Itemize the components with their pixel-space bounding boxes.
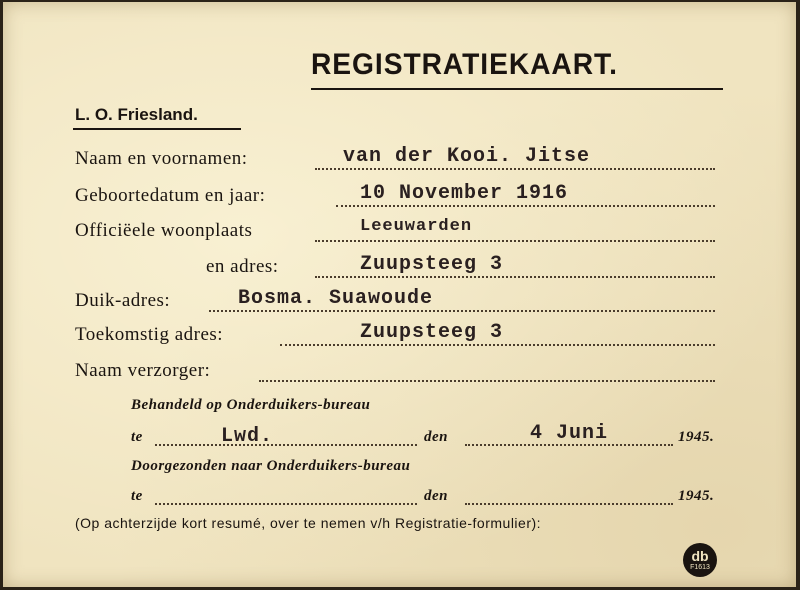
handled-year: 1945. bbox=[678, 429, 715, 445]
printer-logo bbox=[683, 543, 717, 577]
residence-value: Leeuwarden bbox=[360, 217, 473, 236]
footer-note: (Op achterzijde kort resumé, over te nemen v/h Registratie-formulier): bbox=[75, 515, 542, 531]
residence-label: Officiëele woonplaats bbox=[75, 220, 253, 241]
handled-den-label: den bbox=[424, 429, 448, 445]
card-title: REGISTRATIEKAART. bbox=[311, 48, 618, 81]
printer-logo-mark: db bbox=[691, 548, 709, 564]
handled-heading: Behandeld op Onderduikers-bureau bbox=[131, 397, 371, 413]
organization-underline bbox=[73, 128, 241, 130]
forwarded-te-line bbox=[155, 501, 417, 505]
handled-den-value: 4 Juni bbox=[530, 422, 609, 445]
handled-te-label: te bbox=[131, 429, 143, 445]
caretaker-line bbox=[259, 378, 715, 382]
hiding-address-value: Bosma. Suawoude bbox=[238, 287, 434, 310]
registration-card bbox=[3, 2, 796, 587]
printer-logo-code: F1613 bbox=[690, 564, 710, 571]
organization-label: L. O. Friesland. bbox=[75, 105, 198, 124]
handled-te-line bbox=[155, 442, 417, 446]
birth-label: Geboortedatum en jaar: bbox=[75, 185, 266, 206]
title-underline bbox=[311, 88, 723, 90]
handled-te-value: Lwd. bbox=[221, 425, 274, 448]
name-value: van der Kooi. Jitse bbox=[343, 145, 591, 168]
future-address-label: Toekomstig adres: bbox=[75, 324, 224, 345]
address-value: Zuupsteeg 3 bbox=[360, 253, 504, 276]
name-label: Naam en voornamen: bbox=[75, 148, 248, 169]
forwarded-den-line bbox=[465, 501, 673, 505]
forwarded-te-label: te bbox=[131, 488, 143, 504]
forwarded-heading: Doorgezonden naar Onderduikers-bureau bbox=[131, 458, 411, 474]
birth-value: 10 November 1916 bbox=[360, 182, 569, 205]
future-address-value: Zuupsteeg 3 bbox=[360, 321, 504, 344]
residence-line bbox=[315, 238, 715, 242]
caretaker-label: Naam verzorger: bbox=[75, 360, 211, 381]
hiding-address-label: Duik-adres: bbox=[75, 290, 171, 311]
forwarded-den-label: den bbox=[424, 488, 448, 504]
forwarded-year: 1945. bbox=[678, 488, 715, 504]
address-label: en adres: bbox=[206, 256, 279, 277]
